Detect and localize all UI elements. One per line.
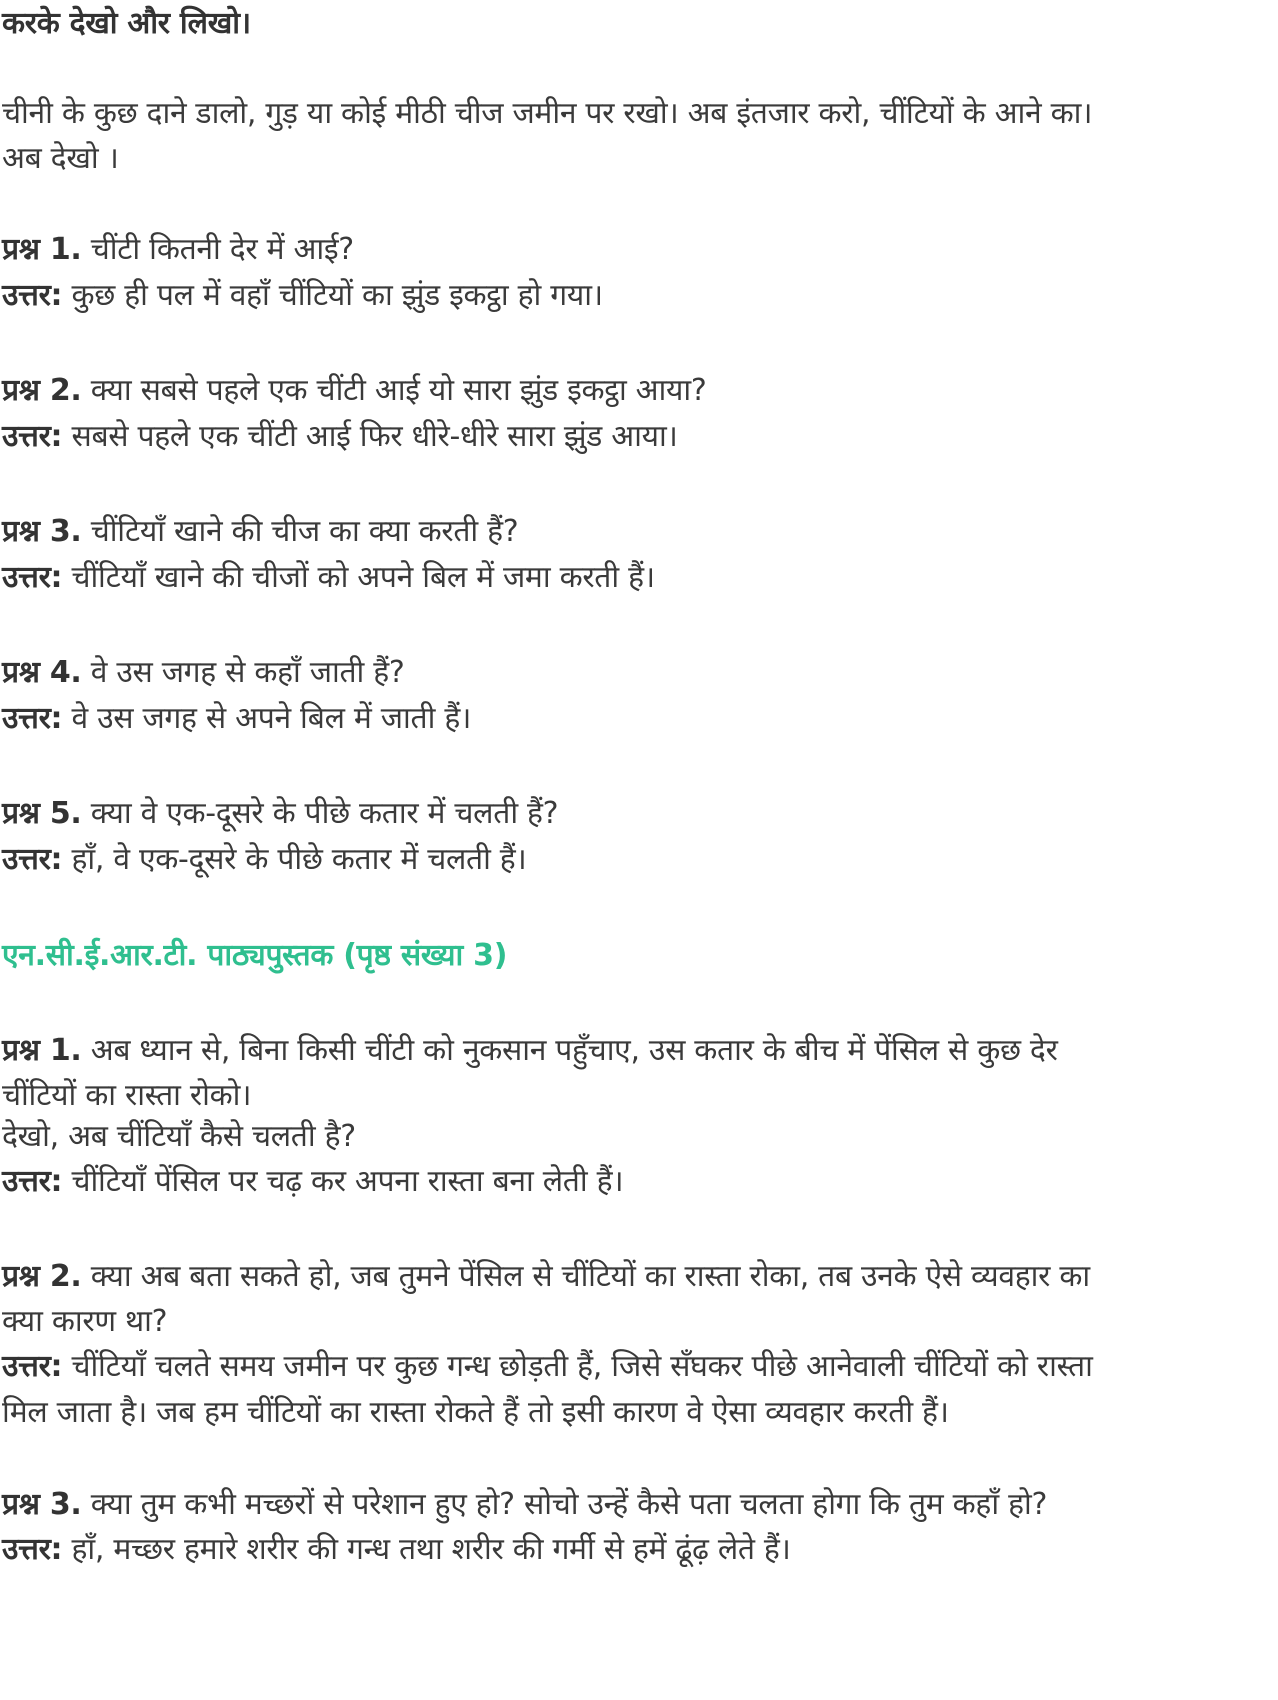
question-2 bbox=[2, 367, 1238, 415]
section2-answer-2 bbox=[2, 1343, 1238, 1391]
section2-question-1 bbox=[2, 1027, 1238, 1075]
section2-answer-3 bbox=[2, 1526, 1238, 1574]
answer-text: हाँ, मच्छर हमारे शरीर की गन्ध तथा शरीर की गर्मी से हमें ढूंढ़ लेते हैं। bbox=[62, 1532, 791, 1567]
question-label: प्रश्न 2. bbox=[2, 373, 82, 408]
question-text: चींटी कितनी देर में आई? bbox=[81, 232, 354, 267]
section2-answer-2-line-2: मिल जाता है। जब हम चींटियों का रास्ता रोकते हैं तो इसी कारण वे ऐसा व्यवहार करती हैं। bbox=[2, 1395, 949, 1430]
question-label: प्रश्न 3. bbox=[2, 1487, 82, 1522]
section2-question-2-line-2: क्या कारण था? bbox=[2, 1304, 168, 1339]
question-label: प्रश्न 5. bbox=[2, 796, 82, 831]
answer-2 bbox=[2, 413, 1238, 461]
section2-question-1-line-3: देखो, अब चींटियाँ कैसे चलती है? bbox=[2, 1119, 356, 1154]
answer-text: सबसे पहले एक चींटी आई फिर धीरे-धीरे सारा झुंड आया। bbox=[62, 419, 678, 454]
question-text: अब ध्यान से, बिना किसी चींटी को नुकसान पहुँचाए, उस कतार के बीच में पेंसिल से कुछ देर bbox=[81, 1033, 1058, 1068]
section2-answer-1 bbox=[2, 1158, 1238, 1206]
answer-label: उत्तर: bbox=[2, 278, 63, 313]
question-text: वे उस जगह से कहाँ जाती हैं? bbox=[81, 655, 405, 690]
answer-label: उत्तर: bbox=[2, 842, 63, 877]
question-3 bbox=[2, 508, 1238, 556]
intro-paragraph-line-2: अब देखो । bbox=[2, 141, 119, 176]
answer-text: चींटियाँ चलते समय जमीन पर कुछ गन्ध छोड़ती हैं, जिसे सँघकर पीछे आनेवाली चींटियों को रास्ता bbox=[62, 1349, 1093, 1384]
question-text: क्या वे एक-दूसरे के पीछे कतार में चलती हैं? bbox=[81, 796, 559, 831]
answer-3 bbox=[2, 554, 1238, 602]
question-label: प्रश्न 1. bbox=[2, 1033, 82, 1068]
question-1 bbox=[2, 226, 1238, 274]
answer-text: वे उस जगह से अपने बिल में जाती हैं। bbox=[62, 701, 472, 736]
question-label: प्रश्न 3. bbox=[2, 514, 82, 549]
section-heading: एन.सी.ई.आर.टी. पाठ्यपुस्तक (पृष्ठ संख्या 3) bbox=[2, 938, 508, 973]
answer-label: उत्तर: bbox=[2, 701, 63, 736]
question-text: चींटियाँ खाने की चीज का क्या करती हैं? bbox=[81, 514, 519, 549]
answer-label: उत्तर: bbox=[2, 1349, 63, 1384]
answer-4 bbox=[2, 695, 1238, 743]
answer-5 bbox=[2, 836, 1238, 884]
answer-text: चींटियाँ खाने की चीजों को अपने बिल में जमा करती हैं। bbox=[62, 560, 655, 595]
question-text: क्या तुम कभी मच्छरों से परेशान हुए हो? सोचो उन्हें कैसे पता चलता होगा कि तुम कहाँ हो? bbox=[81, 1487, 1048, 1522]
question-label: प्रश्न 1. bbox=[2, 232, 82, 267]
answer-label: उत्तर: bbox=[2, 560, 63, 595]
answer-1 bbox=[2, 272, 1238, 320]
intro-paragraph-line-1: चीनी के कुछ दाने डालो, गुड़ या कोई मीठी चीज जमीन पर रखो। अब इंतजार करो, चींटियों के आने का। bbox=[2, 96, 1093, 131]
answer-text: हाँ, वे एक-दूसरे के पीछे कतार में चलती हैं। bbox=[62, 842, 527, 877]
answer-label: उत्तर: bbox=[2, 419, 63, 454]
question-5 bbox=[2, 790, 1238, 838]
question-text: क्या अब बता सकते हो, जब तुमने पेंसिल से चींटियों का रास्ता रोका, तब उनके ऐसे व्यवहार का bbox=[81, 1259, 1090, 1294]
intro-heading: करके देखो और लिखो। bbox=[2, 6, 251, 41]
question-text: क्या सबसे पहले एक चींटी आई यो सारा झुंड इकट्ठा आया? bbox=[81, 373, 707, 408]
question-4 bbox=[2, 649, 1238, 697]
answer-label: उत्तर: bbox=[2, 1532, 63, 1567]
answer-text: कुछ ही पल में वहाँ चींटियों का झुंड इकट्ठा हो गया। bbox=[62, 278, 603, 313]
answer-text: चींटियाँ पेंसिल पर चढ़ कर अपना रास्ता बना लेती हैं। bbox=[62, 1164, 624, 1199]
question-label: प्रश्न 4. bbox=[2, 655, 82, 690]
section2-question-1-line-2: चींटियों का रास्ता रोको। bbox=[2, 1078, 252, 1113]
question-label: प्रश्न 2. bbox=[2, 1259, 82, 1294]
section2-question-2 bbox=[2, 1253, 1238, 1301]
answer-label: उत्तर: bbox=[2, 1164, 63, 1199]
section2-question-3 bbox=[2, 1481, 1238, 1529]
